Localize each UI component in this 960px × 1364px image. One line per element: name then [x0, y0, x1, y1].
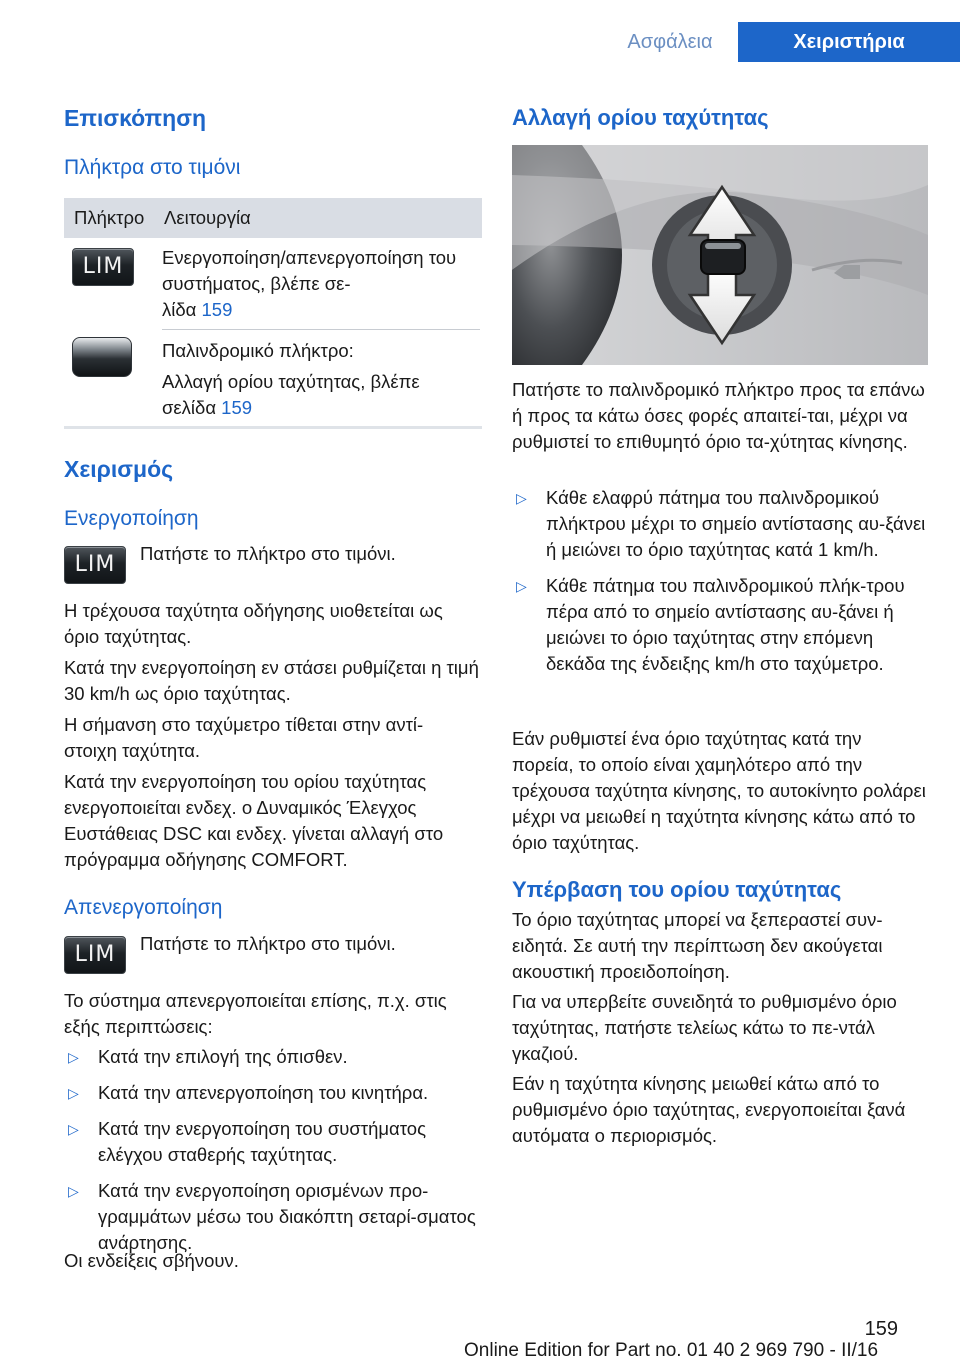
lim-key-label: LIM: [64, 936, 126, 974]
deactivation-p2: Οι ενδείξεις σβήνουν.: [64, 1250, 239, 1271]
lim-key-label: LIM: [64, 546, 126, 584]
lim-button-icon: [64, 936, 126, 974]
row2-function: Αλλαγή ορίου ταχύτητας, βλέπε: [162, 371, 420, 392]
exceed-p2: Για να υπερβείτε συνειδητά το ρυθμισμένο όριο ταχύτητας, πατήστε τελείως κάτω το πε-ντάλ γκαζιού.: [512, 991, 897, 1064]
page-number: 159: [864, 1318, 898, 1340]
rocker-switch-icon: [72, 337, 132, 377]
row2-function-cont: σελίδα: [162, 397, 222, 418]
list-item: ▷ Κάθε ελαφρύ πάτημα του παλινδρομικού πλήκτρου μέχρι το σημείο αντίστασης αυ-ξάνει ή μειώνει το όριο ταχύτητας κατά 1 km/h.: [516, 487, 926, 560]
activation-instruction: Πατήστε το πλήκτρο στο τιμόνι.: [140, 543, 396, 564]
keys-table: [64, 198, 482, 238]
page-footer: [0, 1316, 960, 1362]
heading-exceed-limit: Υπέρβαση του ορίου ταχύτητας: [512, 877, 842, 902]
heading-overview: Επισκόπηση: [64, 105, 206, 131]
list-item: ▷ Κατά την ενεργοποίηση ορισμένων προ-γραμμάτων μέσω του διακόπτη σεταρί-σματος ανάρτησης.: [68, 1180, 476, 1253]
section-tabs: [602, 22, 960, 62]
steering-wheel-rocker-photo: [512, 145, 928, 365]
row1-function-cont: λίδα: [162, 299, 202, 320]
triangle-bullet-icon: ▷: [516, 578, 527, 594]
row-divider: [162, 329, 480, 330]
heading-activation: Ενεργοποίηση: [64, 507, 199, 530]
deactivation-instruction: Πατήστε το πλήκτρο στο τιμόνι.: [140, 933, 396, 954]
lim-key-label: LIM: [72, 248, 134, 286]
list-item: ▷ Κατά την ενεργοποίηση του συστήματος ελέγχου σταθερής ταχύτητας.: [68, 1118, 427, 1165]
lim-button-icon: [64, 546, 126, 584]
triangle-bullet-icon: ▷: [516, 490, 527, 506]
page-link-159[interactable]: 159: [221, 397, 253, 418]
triangle-bullet-icon: ▷: [68, 1085, 79, 1101]
page-link-159[interactable]: 159: [201, 299, 233, 320]
triangle-bullet-icon: ▷: [68, 1049, 79, 1065]
activation-p3: Η σήμανση στο ταχύμετρο τίθεται στην αντί-στοιχη ταχύτητα.: [64, 714, 424, 761]
table-row-2-text: [162, 369, 472, 421]
change-p1: Πατήστε το παλινδρομικό πλήκτρο προς τα επάνω ή προς τα κάτω όσες φορές απαιτεί-ται, μέχρι να ρυθμιστεί το επιθυμητό όριο τα-χύτητας κίνησης.: [512, 379, 925, 452]
list-item: ▷ Κάθε πάτημα του παλινδρομικού πλήκ-τρου πέρα από το σημείο αντίστασης αυ-ξάνει ή μειώνει το όριο ταχύτητας στην επόμενη δεκάδα της ένδειξης km/h στο ταχύμετρο.: [516, 575, 905, 674]
heading-deactivation: Απενεργοποίηση: [64, 896, 223, 919]
change-p2: Εάν ρυθμιστεί ένα όριο ταχύτητας κατά την πορεία, το οποίο είναι χαμηλότερο από την τρέχουσα ταχύτητα κίνησης, το αυτοκίνητο ρολάρει μέχρι να μειωθεί η ταχύτητα κίνησης κάτω από το όριο ταχύτητας.: [512, 728, 926, 853]
table-header-row: [64, 198, 482, 238]
change-list: [512, 485, 926, 687]
row1-function: Ενεργοποίηση/απενεργοποίηση του συστήματος, βλέπε σε-: [162, 247, 457, 294]
activation-p2: Κατά την ενεργοποίηση εν στάσει ρυθμίζεται η τιμή 30 km/h ως όριο ταχύτητας.: [64, 657, 479, 704]
table-row-1-text: [162, 245, 472, 323]
exceed-p1: Το όριο ταχύτητας μπορεί να ξεπεραστεί συν-ειδητά. Σε αυτή την περίπτωση δεν ακούγεται ακουστική προειδοποίηση.: [512, 909, 883, 982]
lim-button-icon: [72, 248, 134, 286]
heading-steering-keys: Πλήκτρα στο τιμόνι: [64, 156, 241, 179]
triangle-bullet-icon: ▷: [68, 1183, 79, 1199]
deactivation-list: [64, 1044, 476, 1266]
list-item: ▷ Κατά την επιλογή της όπισθεν.: [64, 1044, 476, 1070]
deactivation-p1: Το σύστημα απενεργοποιείται επίσης, π.χ. στις εξής περιπτώσεις:: [64, 990, 447, 1037]
col-key-header: Πλήκτρο: [74, 207, 145, 228]
table-row-2-line1: Παλινδρομικό πλήκτρο:: [162, 340, 354, 361]
table-end-divider: [64, 426, 482, 429]
tab-controls[interactable]: Χειριστήρια: [738, 22, 960, 62]
heading-operation: Χειρισμός: [64, 456, 174, 482]
heading-change-limit: Αλλαγή ορίου ταχύτητας: [512, 105, 769, 130]
exceed-p3: Εάν η ταχύτητα κίνησης μειωθεί κάτω από το ρυθμισμένο όριο ταχύτητας, ενεργοποιείται ξανά αυτόματα ο περιορισμός.: [512, 1073, 906, 1146]
edition-note: Online Edition for Part no. 01 40 2 969 790 - II/16: [464, 1340, 879, 1361]
activation-p1: Η τρέχουσα ταχύτητα οδήγησης υιοθετείται ως όριο ταχύτητας.: [64, 600, 443, 647]
col-function-header: Λειτουργία: [164, 207, 251, 228]
tab-safety[interactable]: Ασφάλεια: [627, 31, 713, 53]
activation-p4: Κατά την ενεργοποίηση του ορίου ταχύτητας ενεργοποιείται ενδεχ. ο Δυναμικός Έλεγχος Ευστάθειας DSC και ενδεχ. γίνεται αλλαγή στο πρόγραμμα οδήγησης COMFORT.: [64, 771, 444, 870]
triangle-bullet-icon: ▷: [68, 1121, 79, 1137]
list-item: ▷ Κατά την απενεργοποίηση του κινητήρα.: [64, 1080, 476, 1106]
